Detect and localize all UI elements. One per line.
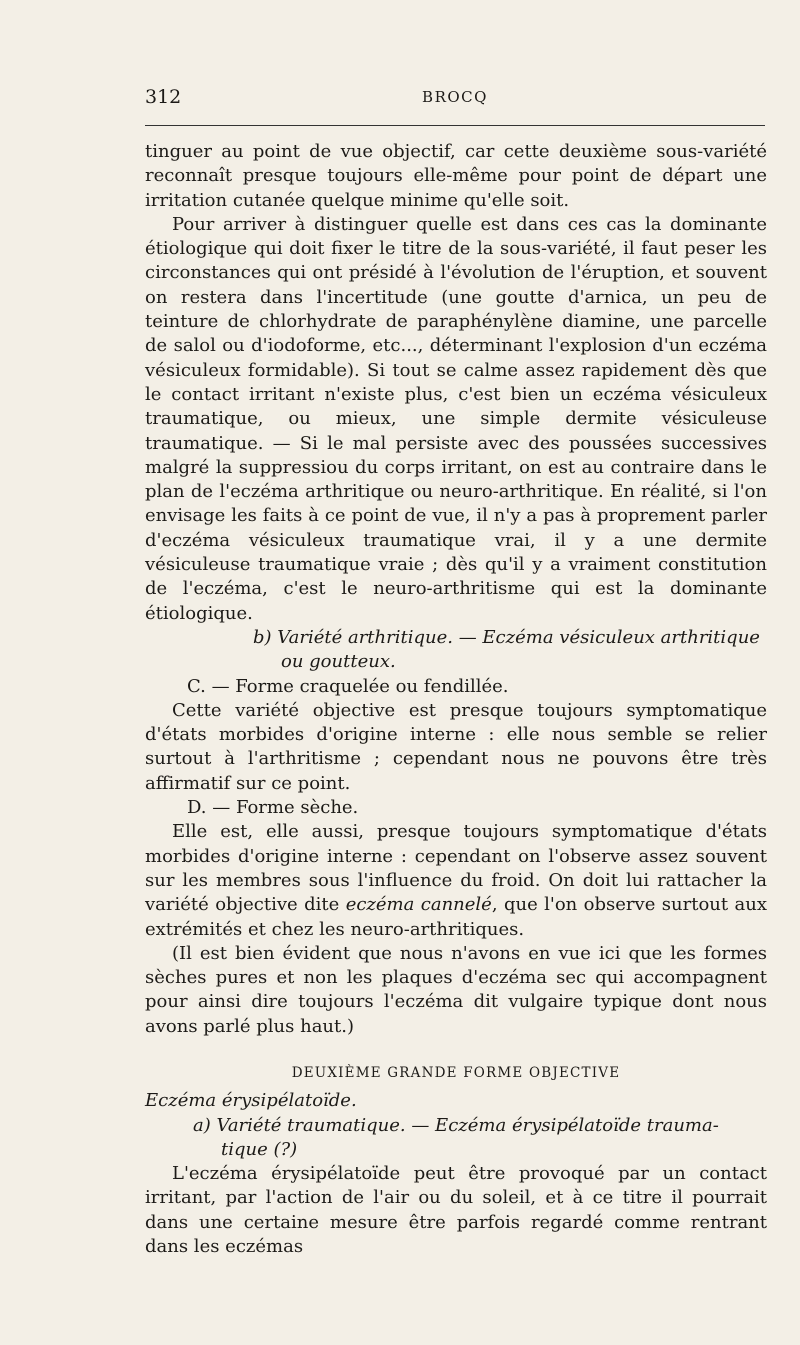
- section-c-heading: C. — Forme craquelée ou fendillée.: [187, 675, 509, 697]
- section-d-heading: D. — Forme sèche.: [187, 797, 359, 819]
- paragraph-continuation: tinguer au point de vue objectif, car cette deuxième sous-variété reconnaît presque toujours elle-même pour point de départ une irritation cutanée quelque minime qu'elle soit.: [145, 141, 767, 211]
- section-heading-deuxieme: DEUXIÈME GRANDE FORME OBJECTIVE: [291, 1064, 621, 1081]
- p4-end: , que l'on observe surtout aux extrémités et chez les neuro-arthritiques.: [145, 894, 767, 940]
- subheading-b-line2: ou goutteux.: [281, 651, 396, 673]
- page-header: [145, 86, 765, 114]
- paragraph-forme-seche: [145, 820, 767, 941]
- header-rule: [145, 125, 765, 126]
- subheading-eczema-erysipelatoide: Eczéma érysipélatoïde.: [145, 1090, 357, 1112]
- subheading-variete-traumatique: [145, 1114, 767, 1163]
- subheading-variete-arthritique: [145, 626, 767, 675]
- paragraph-erysipelatoide: L'eczéma érysipélatoïde peut être provoqué par un contact irritant, par l'action de l'air ou du soleil, et à ce titre il pourrait dans une certaine mesure être parfois regardé comme rentrant dans les eczémas: [145, 1163, 767, 1258]
- subheading-a-line1: a) Variété traumatique. — Eczéma érysipélatoïde trauma-: [193, 1114, 719, 1136]
- body-text: [145, 140, 767, 1259]
- paragraph-etiology: Pour arriver à distinguer quelle est dans ces cas la dominante étiologique qui doit fixer le titre de la sous-variété, il faut peser les circonstances qui ont présidé à l'évolution de l'éruption, et souvent on restera dans l'incertitude (une goutte d'arnica, un peu de teinture de chlorhydrate de paraphénylène diamine, une parcelle de salol ou d'iodoforme, etc..., déterminant l'explosion d'un eczéma vésiculeux formidable). Si tout se calme assez rapidement dès que le contact irritant n'existe plus, c'est bien un eczéma vésiculeux traumatique, ou mieux, une simple dermite vésiculeuse traumatique. — Si le mal persiste avec des poussées successives malgré la suppressiou du corps irritant, on est au contraire dans le plan de l'eczéma arthritique ou neuro-arthritique. En réalité, si l'on envisage les faits à ce point de vue, il n'y a pas à proprement parler d'eczéma vésiculeux traumatique vrai, il y a une dermite vésiculeuse traumatique vraie ; dès qu'il y a vraiment constitution de l'eczéma, c'est le neuro-arthritisme qui est la dominante étiologique.: [145, 213, 767, 624]
- p4-italic: eczéma cannelé: [345, 894, 492, 916]
- running-head: BROCQ: [422, 88, 488, 106]
- page-number: 312: [145, 86, 182, 108]
- p4-start: Elle est, elle aussi, presque toujours symptomatique d'états morbides d'origine interne : cependant on l'observe assez souvent sur les membres sous l'influence du froid. On doit lui rattacher la variété objective dite: [145, 821, 767, 916]
- subheading-b-line1: b) Variété arthritique. — Eczéma vésiculeux arthritique: [253, 626, 760, 648]
- paragraph-forme-craquelee: Cette variété objective est presque toujours symptomatique d'états morbides d'origine interne : elle nous semble se relier surtout à l'arthritisme ; cependant nous ne pouvons être très affirmatif sur ce point.: [145, 699, 767, 794]
- paragraph-parenthetical: (Il est bien évident que nous n'avons en vue ici que les formes sèches pures et non les plaques d'eczéma sec qui accompagnent pour ainsi dire toujours l'eczéma dit vulgaire typique dont nous avons parlé plus haut.): [145, 942, 767, 1037]
- subheading-a-line2: tique (?): [221, 1138, 298, 1160]
